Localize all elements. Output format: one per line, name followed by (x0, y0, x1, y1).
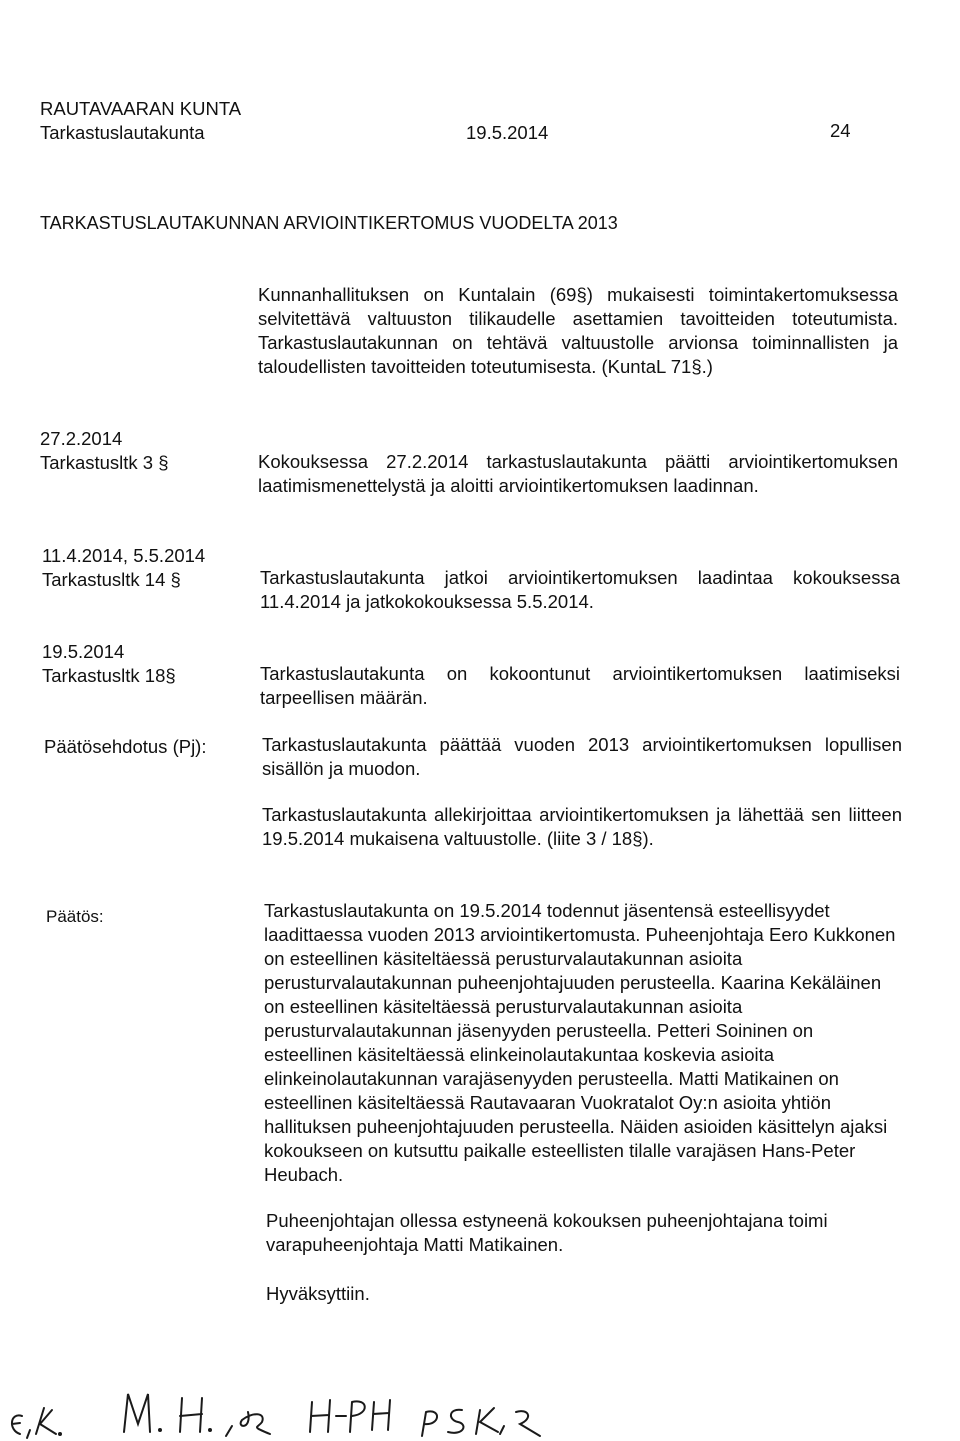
entry-reference: Tarkastusltk 18§ (42, 665, 176, 686)
entry-date: 11.4.2014, 5.5.2014 (42, 545, 206, 566)
initial-stroke (226, 1426, 232, 1436)
page-number: 24 (830, 120, 851, 141)
initial-stroke (36, 1408, 56, 1434)
organization-name: RAUTAVAARAN KUNTA (40, 98, 242, 119)
initial-stroke (422, 1411, 437, 1436)
committee-name: Tarkastuslautakunta (40, 122, 205, 143)
proposal-label: Päätösehdotus (Pj): (44, 736, 207, 757)
initial-dot (58, 1432, 62, 1436)
entry-date: 27.2.2014 (40, 428, 123, 449)
initial-stroke (124, 1394, 150, 1432)
entry-reference: Tarkastusltk 3 § (40, 452, 169, 473)
initial-dot (158, 1428, 162, 1432)
initial-stroke (500, 1426, 504, 1434)
initial-stroke (448, 1410, 463, 1433)
handwritten-initials (0, 1368, 960, 1441)
approval-text: Hyväksyttiin. (266, 1283, 370, 1304)
initial-stroke (372, 1400, 390, 1430)
decision-text: Tarkastuslautakunta on 19.5.2014 todennut jäsentensä esteellisyydet laadittaessa vuoden 2013 arviointikertomusta. Puheenjohtaja Eero Kukkonen on esteellinen käsiteltäessä perusturvalautakunnan asioita perusturvalautakunnan puheenjohtajuuden perusteella. Kaarina Kekäläinen on esteellinen käsiteltäessä perusturvalautakunnan asioita perusturvalautakunnan jäsenyyden perusteella. Petteri Soininen on esteellinen käsiteltäessä elinkeinolautakuntaa koskevia asioita elinkeinolautakunnan varajäsenyyden perusteella. Matti Matikainen on esteellinen käsiteltäessä Rautavaaran Vuokratalot Oy:n asioita yhtiön hallituksen puheenjohtajuuden perusteella. Näiden asioiden käsittelyn ajaksi kokoukseen on kutsuttu paikalle esteellisten tilalle varajäsen Hans-Peter Heubach. (264, 900, 896, 1185)
document-title: TARKASTUSLAUTAKUNNAN ARVIOINTIKERTOMUS VUODELTA 2013 (40, 213, 618, 233)
initial-stroke (27, 1430, 30, 1438)
entry-reference: Tarkastusltk 14 § (42, 569, 181, 590)
initial-stroke (350, 1401, 365, 1432)
initial-dot (208, 1428, 212, 1432)
decision-label: Päätös: (46, 907, 104, 926)
initial-stroke (241, 1412, 270, 1434)
meeting-date: 19.5.2014 (466, 122, 549, 143)
proposal-text: Tarkastuslautakunta päättää vuoden 2013 arviointikertomuksen lopullisen sisällön ja muodon. (262, 734, 902, 779)
entry-text: Kokouksessa 27.2.2014 tarkastuslautakunta päätti arviointikertomuksen laatimismenettelystä ja aloitti arviointikertomuksen laadinnan. (258, 451, 898, 496)
proposal-signing-text: Tarkastuslautakunta allekirjoittaa arviointikertomuksen ja lähettää sen liitteen 19.5.2014 mukaisena valtuustolle. (liite 3 / 18§). (262, 804, 902, 849)
initial-stroke (310, 1400, 330, 1432)
entry-date: 19.5.2014 (42, 641, 125, 662)
chair-substitute-text: Puheenjohtajan ollessa estyneenä kokouksen puheenjohtajana toimi varapuheenjohtaja Matti Matikainen. (266, 1210, 828, 1255)
intro-paragraph: Kunnanhallituksen on Kuntalain (69§) mukaisesti toimintakertomuksessa selvitettävä valtuuston tilikaudelle asettamien tavoitteiden toteutumista. Tarkastuslautakunnan on tehtävä valtuustolle arvionsa toiminnallisten ja taloudellisten tavoitteiden toteutumisesta. (KuntaL 71§.) (258, 284, 898, 377)
entry-text: Tarkastuslautakunta on kokoontunut arviointikertomuksen laatimiseksi tarpeellisen määrän. (260, 663, 900, 708)
entry-text: Tarkastuslautakunta jatkoi arviointikertomuksen laadintaa kokouksessa 11.4.2014 ja jatkokokouksessa 5.5.2014. (260, 567, 900, 612)
initial-stroke (180, 1398, 202, 1432)
initial-stroke (12, 1415, 22, 1434)
initial-stroke (516, 1411, 540, 1436)
initial-stroke (476, 1408, 498, 1434)
